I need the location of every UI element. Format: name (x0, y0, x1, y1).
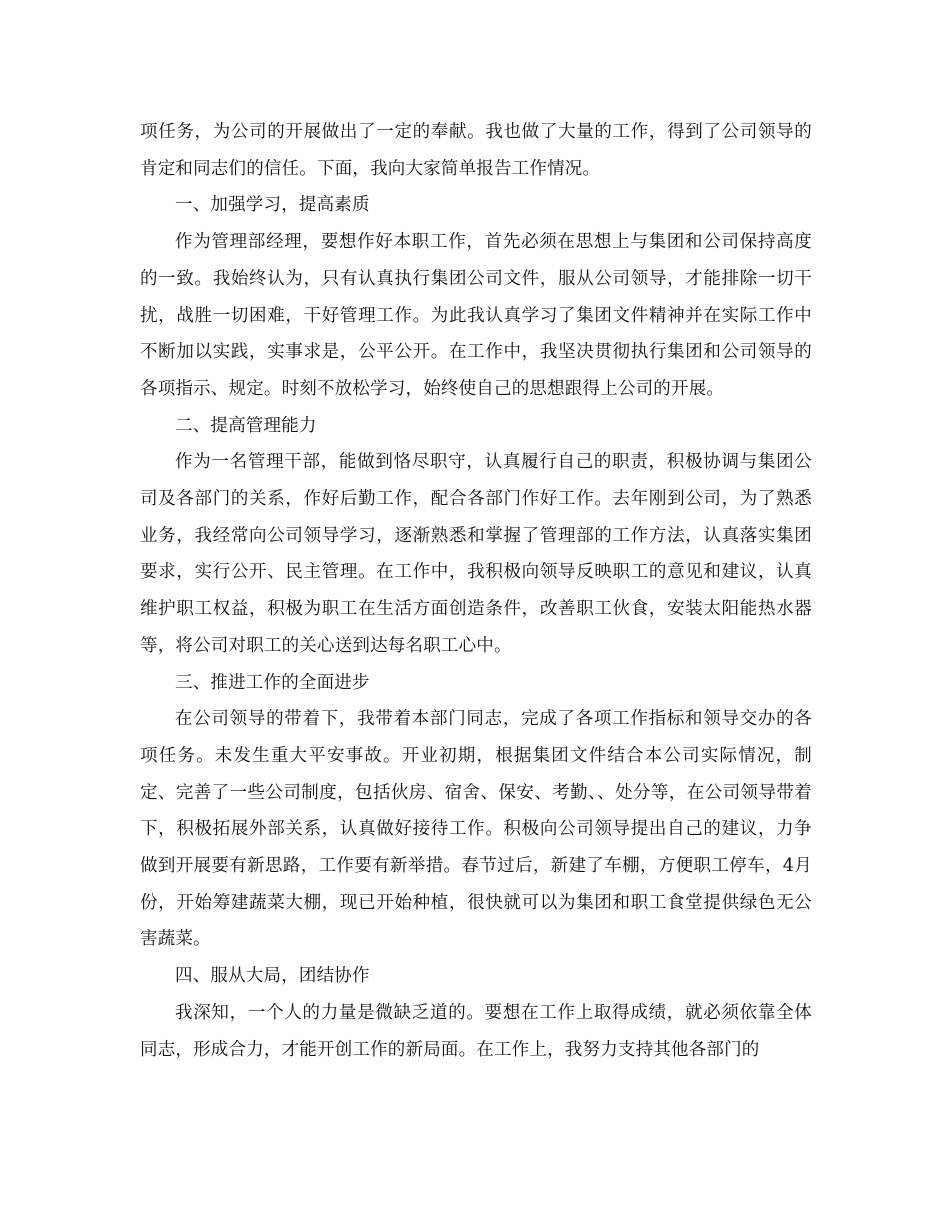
section-heading-3: 三、推进工作的全面进步 (175, 672, 370, 693)
section-heading-1: 一、加强学习，提高素质 (175, 195, 370, 216)
paragraph-continuation: 项任务，为公司的开展做出了一定的奉献。我也做了大量的工作，得到了公司领导的肯定和同志们的信任。下面，我向大家简单报告工作情况。 (140, 122, 812, 179)
paragraph-section-3: 在公司领导的带着下，我带着本部门同志，完成了各项工作指标和领导交办的各项任务。未发生重大平安事故。开业初期，根据集团文件结合本公司实际情况，制定、完善了一些公司制度，包括伙房、宿舍、保安、考勤、、处分等，在公司领导带着下，积极拓展外部关系，认真做好接待工作。积极向公司领导提出自己的建议，力争做到开展要有新思路，工作要有新举措。春节过后，新建了车棚，方便职工停车，4月份，开始筹建蔬菜大棚，现已开始种植，很快就可以为集团和职工食堂提供绿色无公害蔬菜。 (140, 709, 812, 950)
paragraph-section-4: 我深知，一个人的力量是微缺乏道的。要想在工作上取得成绩，就必须依靠全体同志，形成合力，才能开创工作的新局面。在工作上，我努力支持其他各部门的 (140, 1002, 812, 1060)
section-heading-2: 二、提高管理能力 (175, 415, 317, 436)
paragraph-section-1: 作为管理部经理，要想作好本职工作，首先必须在思想上与集团和公司保持高度的一致。我始终认为，只有认真执行集团公司文件，服从公司领导，才能排除一切干扰，战胜一切困难，干好管理工作。为此我认真学习了集团文件精神并在实际工作中不断加以实践，实事求是，公平公开。在工作中，我坚决贯彻执行集团和公司领导的各项指示、规定。时刻不放松学习，始终使自己的思想跟得上公司的开展。 (140, 232, 812, 399)
paragraph-section-2: 作为一名管理干部，能做到恪尽职守，认真履行自己的职责，积极协调与集团公司及各部门的关系，作好后勤工作，配合各部门作好工作。去年刚到公司，为了熟悉业务，我经常向公司领导学习，逐渐熟悉和掌握了管理部的工作方法，认真落实集团要求，实行公开、民主管理。在工作中，我积极向领导反映职工的意见和建议，认真维护职工权益，积极为职工在生活方面创造条件，改善职工伙食，安装太阳能热水器等，将公司对职工的关心送到达每名职工心中。 (140, 452, 812, 656)
document-body (140, 114, 812, 1068)
section-heading-4: 四、服从大局，团结协作 (175, 966, 370, 987)
